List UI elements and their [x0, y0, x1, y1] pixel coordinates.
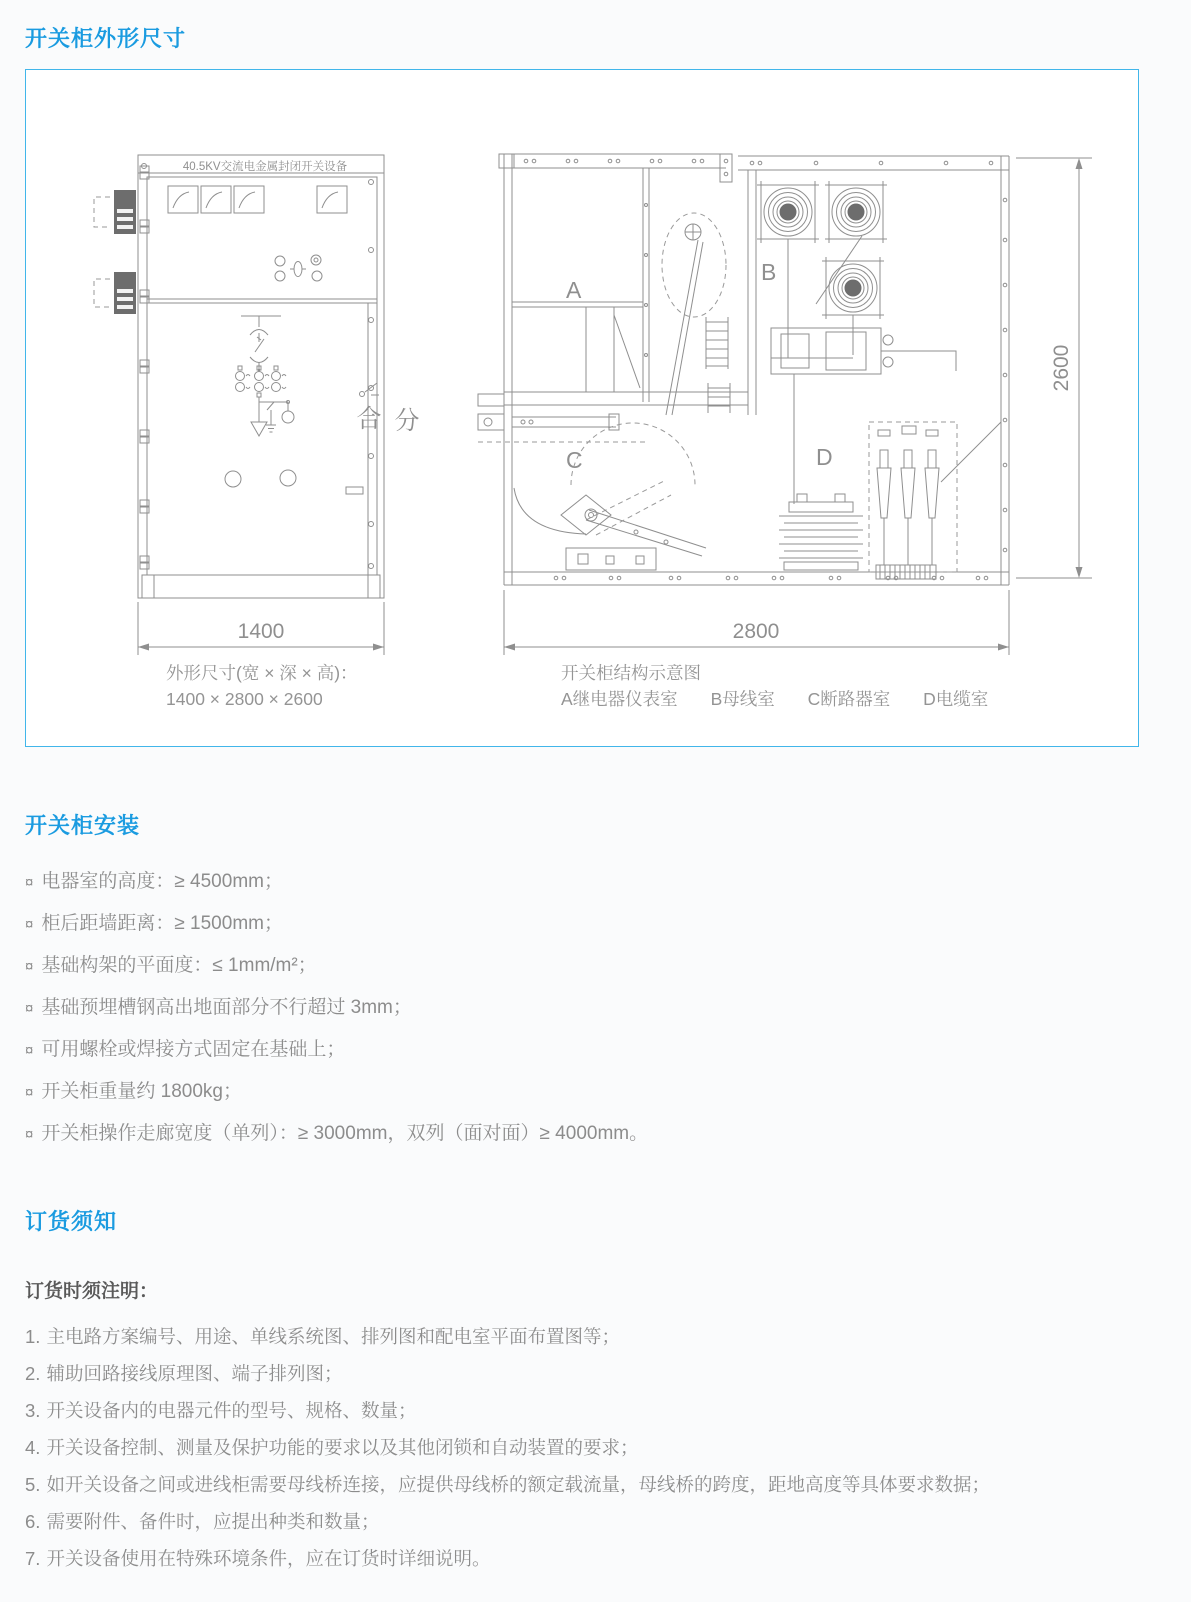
list-item [25, 1473, 1166, 1497]
list-item [25, 954, 1166, 979]
bullet-marker: ¤ [25, 1126, 34, 1143]
installation-item-text: 基础构架的平面度：≤ 1mm/m²； [41, 955, 317, 976]
list-item [25, 1362, 1166, 1386]
compartment-c-label: C [566, 447, 583, 473]
compartment-a-label: A [566, 277, 582, 303]
front-caption-value: 1400 × 2800 × 2600 [166, 689, 323, 709]
list-item [25, 1122, 1166, 1147]
list-item [25, 912, 1166, 937]
item-number: 5. [25, 1474, 41, 1495]
section-view-drawing [478, 154, 1092, 655]
item-number: 6. [25, 1511, 41, 1532]
section-view-caption [561, 660, 988, 712]
bullet-marker: ¤ [25, 958, 34, 975]
dim-height-label: 2600 [1050, 344, 1073, 392]
installation-item-text: 可用螺栓或焊接方式固定在基础上； [41, 1039, 346, 1060]
insulator-stack [779, 494, 863, 570]
bullet-marker: ¤ [25, 874, 34, 891]
dimension-drawing-panel [25, 69, 1139, 747]
item-number: 3. [25, 1400, 41, 1421]
bullet-marker: ¤ [25, 1042, 34, 1059]
panel-meter [234, 186, 264, 213]
ordering-item-text: 如开关设备之间或进线柜需要母线桥连接，应提供母线桥的额定载流量，母线桥的跨度，距地高度等具体要求数据； [46, 1474, 990, 1495]
close-open-indicator [356, 383, 419, 435]
ordering-item-text: 需要附件、备件时，应提出种类和数量； [46, 1511, 380, 1532]
list-item [25, 870, 1166, 895]
dim-width-label: 1400 [237, 620, 285, 643]
dimension-height [1016, 158, 1092, 578]
installation-item-text: 基础预埋槽钢高出地面部分不行超过 3mm； [41, 997, 412, 1018]
room-label-d: D电缆室 [923, 689, 989, 709]
bushing-insulator [757, 181, 819, 243]
list-item [25, 1038, 1166, 1063]
bushing-insulator [822, 257, 884, 319]
bushing-insulator [825, 181, 887, 243]
section-caption-title: 开关柜结构示意图 [561, 663, 701, 683]
ordering-list [25, 1325, 1166, 1571]
ordering-item-text: 开关设备控制、测量及保护功能的要求以及其他闭锁和自动装置的要求； [46, 1437, 639, 1458]
section-title-ordering: 订货须知 [25, 1209, 118, 1234]
bullet-marker: ¤ [25, 916, 34, 933]
installation-item-text: 电器室的高度：≥ 4500mm； [41, 871, 283, 892]
dim-depth-label: 2800 [732, 620, 780, 643]
item-number: 2. [25, 1363, 41, 1384]
cabinet-nameplate: 40.5KV交流电金属封闭开关设备 [182, 161, 348, 173]
installation-item-text: 开关柜重量约 1800kg； [41, 1081, 242, 1102]
installation-list [25, 870, 1166, 1147]
panel-meter [201, 186, 231, 213]
compartment-d-label: D [816, 444, 833, 470]
installation-item-text: 开关柜操作走廊宽度（单列）：≥ 3000mm，双列（面对面）≥ 4000mm。 [41, 1123, 649, 1144]
ordering-item-text: 主电路方案编号、用途、单线系统图、排列图和配电室平面布置图等； [46, 1326, 620, 1347]
item-number: 1. [25, 1326, 41, 1347]
switchgear-technical-drawing [26, 70, 1140, 748]
dimension-depth [504, 590, 1009, 655]
list-item [25, 1510, 1166, 1534]
list-item [25, 1399, 1166, 1423]
list-item [25, 1325, 1166, 1349]
ordering-note-header: 订货时须注明： [25, 1281, 159, 1302]
control-indicators [275, 255, 322, 281]
bellows [706, 317, 730, 413]
cable-terminations [869, 422, 957, 579]
room-labels [561, 686, 988, 712]
item-number: 7. [25, 1548, 41, 1569]
panel-meter [168, 186, 198, 213]
section-title-installation: 开关柜安装 [25, 813, 141, 838]
item-number: 4. [25, 1437, 41, 1458]
front-view-drawing [94, 155, 420, 655]
bullet-marker: ¤ [25, 1084, 34, 1101]
ordering-item-text: 辅助回路接线原理图、端子排列图； [46, 1363, 343, 1384]
room-label-b: B母线室 [710, 689, 775, 709]
room-label-a: A继电器仪表室 [561, 689, 678, 709]
list-item [25, 1547, 1166, 1571]
room-label-c: C断路器室 [807, 689, 891, 709]
list-item [25, 1080, 1166, 1105]
list-item [25, 996, 1166, 1021]
open-label: 分 [394, 407, 420, 435]
dimension-width [138, 602, 384, 655]
list-item [25, 1436, 1166, 1460]
bullet-marker: ¤ [25, 1000, 34, 1017]
panel-meter [317, 186, 347, 213]
ordering-item-text: 开关设备内的电器元件的型号、规格、数量； [46, 1400, 417, 1421]
ordering-item-text: 开关设备使用在特殊环境条件，应在订货时详细说明。 [46, 1548, 491, 1569]
front-view-caption [166, 660, 358, 712]
compartment-b-label: B [761, 259, 777, 285]
mimic-diagram [236, 316, 295, 436]
close-label: 合 [356, 405, 382, 433]
installation-item-text: 柜后距墙距离：≥ 1500mm； [41, 913, 283, 934]
section-title-dimensions: 开关柜外形尺寸 [25, 26, 187, 51]
front-caption-title: 外形尺寸(宽 × 深 × 高)： [166, 663, 358, 683]
